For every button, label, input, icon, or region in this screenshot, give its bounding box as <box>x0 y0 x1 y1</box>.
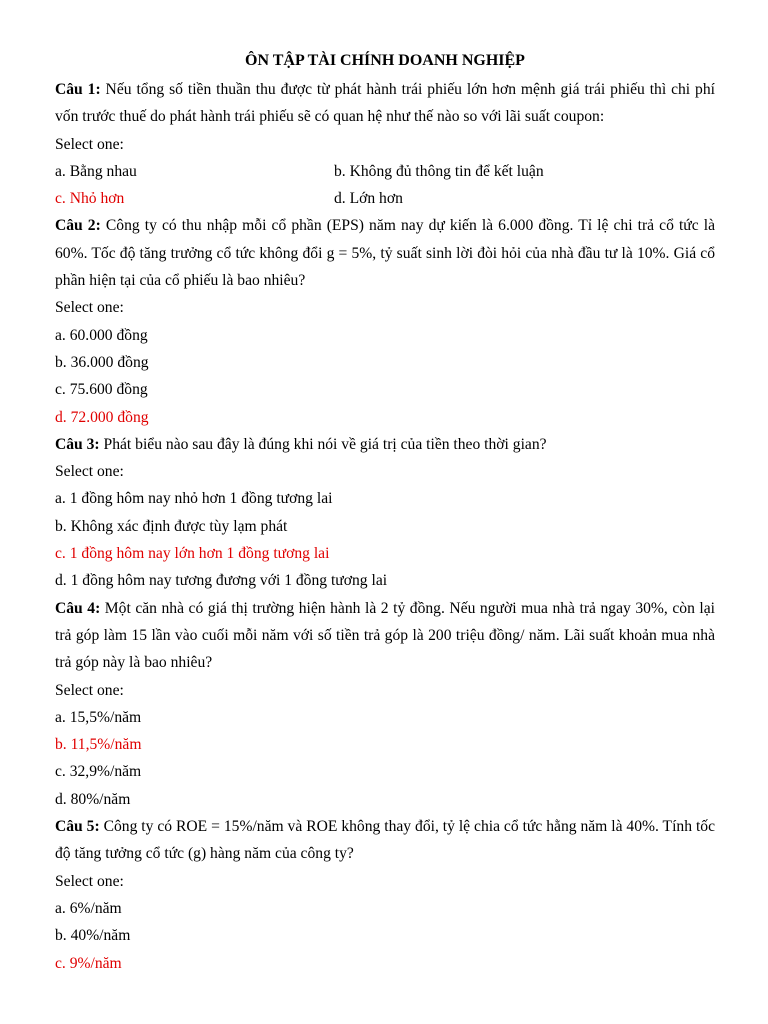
question-1-body: Nếu tổng số tiền thuần thu được từ phát hành trái phiếu lớn hơn mệnh giá trái phiếu thì chi phí vốn trước thuế do phát hành trái phiếu sẽ có quan hệ như thế nào so với lãi suất coupon: <box>55 81 715 126</box>
question-1-options-row-1 <box>55 158 715 185</box>
question-4-select-one: Select one: <box>55 681 124 699</box>
question-4-option-c: c. 32,9%/năm <box>55 763 142 781</box>
question-3-text <box>55 431 715 458</box>
question-1-text <box>55 76 715 131</box>
question-2-body: Công ty có thu nhập mỗi cổ phần (EPS) năm nay dự kiến là 6.000 đồng. Tỉ lệ chi trả cổ tức là 60%. Tốc độ tăng trưởng cổ tức không đổi g = 5%, tỷ suất sinh lời đòi hỏi của nhà đầu tư là 10%. Giá cổ phần hiện tại của cổ phiếu là bao nhiêu? <box>55 217 715 290</box>
question-5-option-c: c. 9%/năm <box>55 954 122 972</box>
question-4-option-d: d. 80%/năm <box>55 790 131 808</box>
question-5-option-a: a. 6%/năm <box>55 899 122 917</box>
question-2-select-one: Select one: <box>55 299 124 317</box>
question-4-text <box>55 595 715 677</box>
question-5-option-b: b. 40%/năm <box>55 927 131 945</box>
question-2 <box>55 212 715 430</box>
question-3-option-c: c. 1 đồng hôm nay lớn hơn 1 đồng tương lai <box>55 545 330 563</box>
question-4-body: Một căn nhà có giá thị trường hiện hành là 2 tỷ đồng. Nếu người mua nhà trả ngay 30%, còn lại trả góp làm 15 lần vào cuối mỗi năm với số tiền trả góp là 200 triệu đồng/ năm. Lãi suất khoản mua nhà trả góp này là bao nhiêu? <box>55 599 715 672</box>
question-1-option-a: a. Bằng nhau <box>55 162 137 180</box>
question-1-select-one: Select one: <box>55 135 124 153</box>
question-2-option-a: a. 60.000 đồng <box>55 326 148 344</box>
question-4 <box>55 595 715 813</box>
question-5-text <box>55 813 715 868</box>
question-2-text <box>55 212 715 294</box>
question-2-option-d: d. 72.000 đồng <box>55 408 149 426</box>
document-page <box>55 46 715 977</box>
question-1-option-d: d. Lớn hơn <box>334 190 403 208</box>
question-1-option-c: c. Nhỏ hơn <box>55 190 125 208</box>
question-2-label: Câu 2: <box>55 217 101 235</box>
question-3-option-d: d. 1 đồng hôm nay tương đương với 1 đồng tương lai <box>55 572 388 590</box>
question-1 <box>55 76 715 212</box>
question-1-options-row-2 <box>55 185 715 212</box>
question-3-select-one: Select one: <box>55 463 124 481</box>
question-3 <box>55 431 715 595</box>
question-5-body: Công ty có ROE = 15%/năm và ROE không thay đổi, tỷ lệ chia cổ tức hằng năm là 40%. Tính tốc độ tăng tưởng cổ tức (g) hàng năm của công ty? <box>55 818 715 863</box>
question-5 <box>55 813 715 977</box>
question-1-label: Câu 1: <box>55 81 101 98</box>
question-2-option-b: b. 36.000 đồng <box>55 353 149 371</box>
question-4-option-a: a. 15,5%/năm <box>55 708 142 726</box>
question-5-label: Câu 5: <box>55 818 100 836</box>
question-3-option-b: b. Không xác định được tùy lạm phát <box>55 517 288 535</box>
question-3-label: Câu 3: <box>55 435 100 453</box>
question-4-label: Câu 4: <box>55 599 101 617</box>
question-2-option-c: c. 75.600 đồng <box>55 381 148 399</box>
question-5-select-one: Select one: <box>55 872 124 890</box>
document-title: ÔN TẬP TÀI CHÍNH DOANH NGHIỆP <box>245 52 525 69</box>
question-1-option-b: b. Không đủ thông tin để kết luận <box>334 162 544 180</box>
question-3-option-a: a. 1 đồng hôm nay nhỏ hơn 1 đồng tương lai <box>55 490 333 508</box>
question-4-option-b: b. 11,5%/năm <box>55 736 142 754</box>
question-3-body: Phát biểu nào sau đây là đúng khi nói về giá trị của tiền theo thời gian? <box>99 435 547 453</box>
